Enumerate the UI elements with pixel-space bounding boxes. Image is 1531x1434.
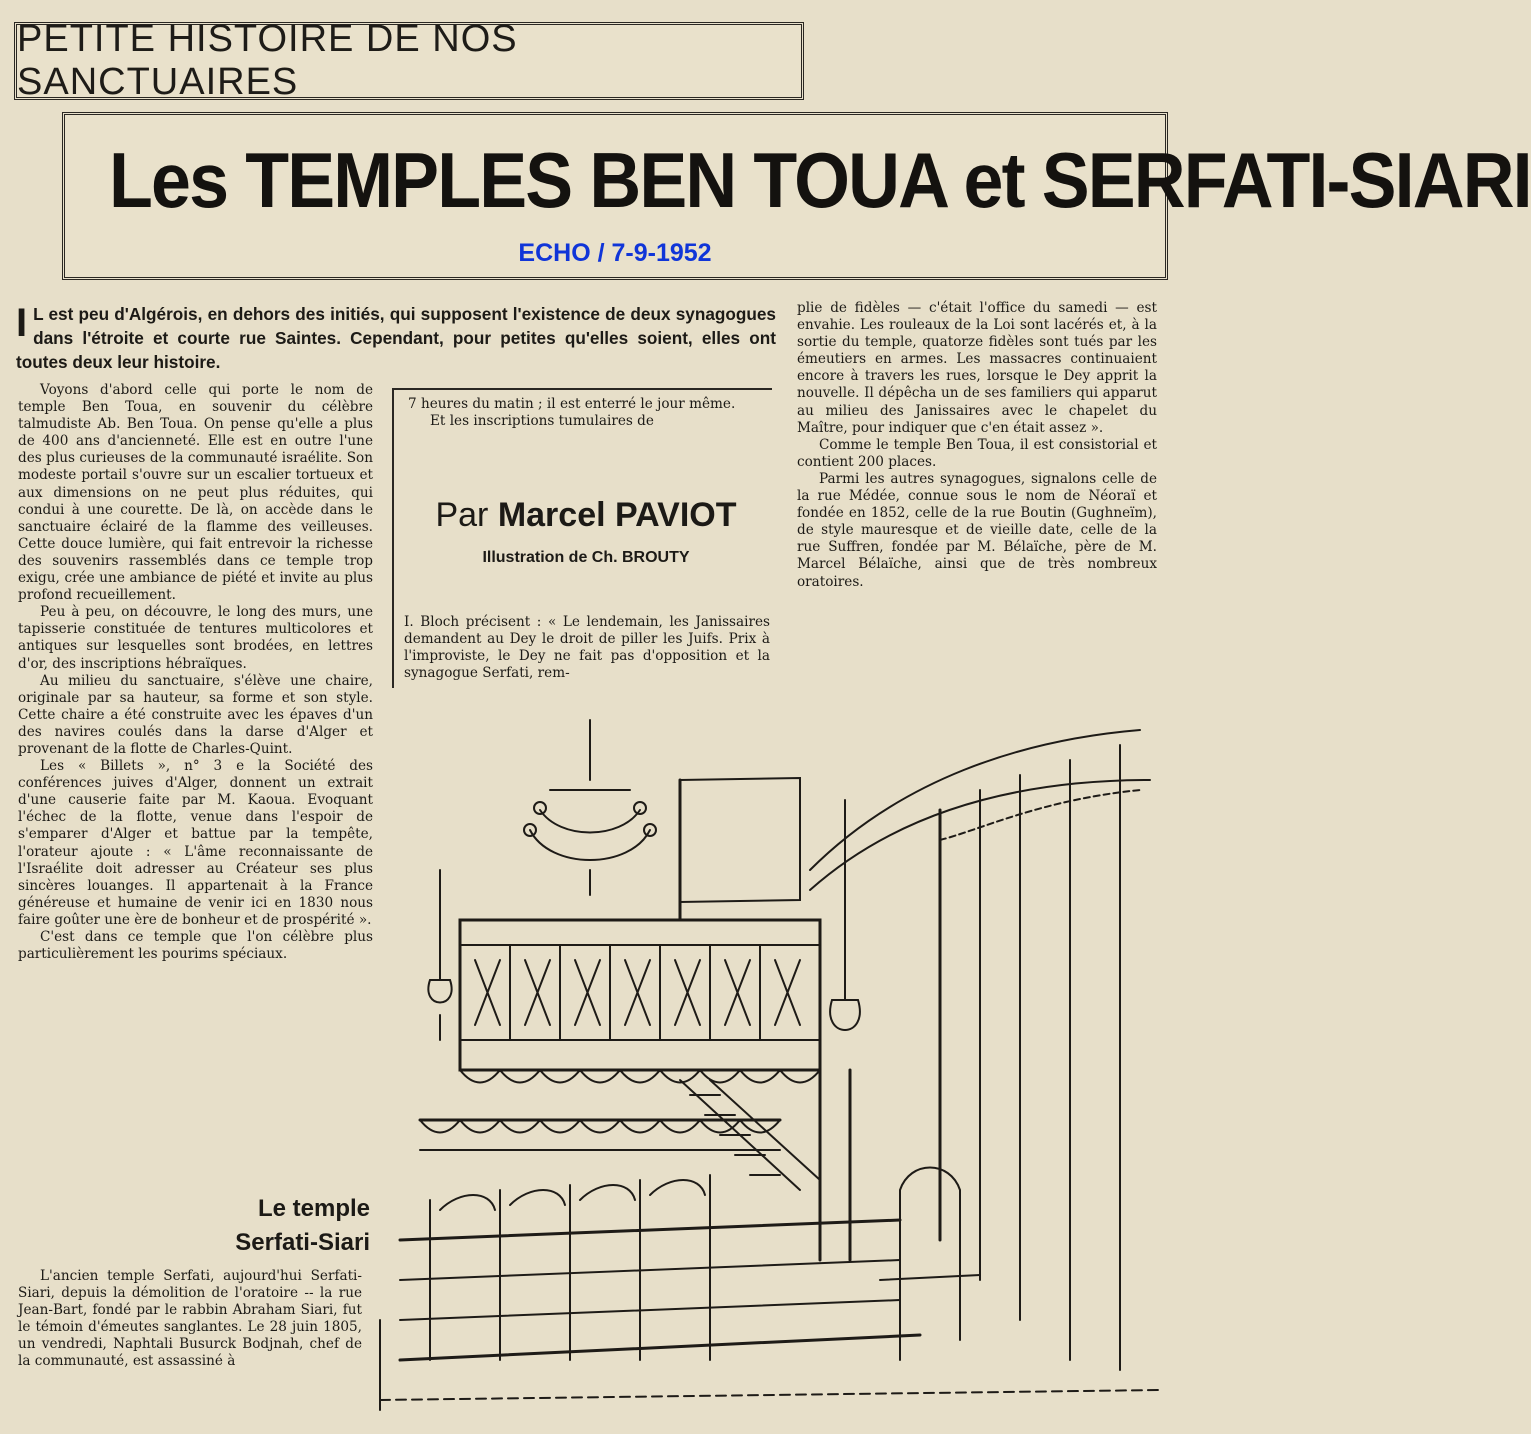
drop-cap: I: [16, 301, 28, 345]
col3-paragraph: plie de fidèles — c'était l'office du samedi — est envahie. Les rouleaux de la Loi sont lacérés et, à la sortie du temple, quatorze fidèles sont tués par les émeutiers en armes. Les massacres continuaient encore à travers les rues, lorsque le Dey apprit la nouvelle. Il dépêcha un de ses familiers qui apparut au milieu des Janissaires avec le chapelet du Maître, pour indiquer que c'en était assez ».: [797, 300, 1157, 436]
col2-bottom-text: I. Bloch précisent : « Le lendemain, les Janissaires demandent au Dey le droit de piller les Juifs. Prix à l'improviste, le Dey ne fait pas d'opposition et la synagogue Serfati, rem-: [404, 614, 770, 682]
headline-title: Les TEMPLES BEN TOUA et SERFATI-SIARI: [109, 136, 1531, 224]
subhead: [150, 1192, 370, 1260]
column-rule-vertical: [392, 388, 394, 688]
headline-box: [62, 112, 1531, 280]
col1-paragraph: Voyons d'abord celle qui porte le nom de temple Ben Toua, en souvenir du célèbre talmudiste Ab. Ben Toua. On pense qu'elle a plus de 400 ans d'ancienneté. Elle est en outre l'une des plus curieuses de la communauté israélite. Son modeste portail s'ouvre sur un escalier tortueux et aux dimensions on ne peut plus réduites, qui condui à une courette. De là, on accède dans le sanctuaire éclairé de la flamme des veilleuses. Cette douce lumière, qui fait entrevoir la richesse des souvenirs rassemblés dans ce temple trop exigu, crée une ambiance de piété et invite au plus profond recueillement.: [18, 382, 373, 604]
col3-paragraph: Comme le temple Ben Toua, il est consistorial et contient 200 places.: [797, 436, 1157, 470]
col2-top-text: 7 heures du matin ; il est enterré le jour même.: [408, 396, 736, 412]
kicker-box: [14, 18, 804, 103]
col1-paragraph: Les « Billets », n° 3 e la Société des conférences juives d'Alger, donnent un extrait d'une causerie faite par M. Kaoua. Evoquant l'échec de la flotte, venue dans l'espoir de s'emparer d'Alger et battue par la tempête, l'orateur ajoute : « L'âme reconnaissante de l'Israélite doit adresser au Créateur ses plus sincères louanges. Il appartenait à la France généreuse et humaine de venir ici en 1830 nous faire goûter une ère de bonheur et de prospérité ».: [18, 758, 373, 928]
column-1: [18, 382, 373, 963]
byline-author: [404, 496, 768, 535]
column-rule-horizontal: [392, 388, 772, 390]
synagogue-interior-sketch-icon: [380, 720, 1160, 1420]
col2-top-text-2: Et les inscriptions tumulaires de: [430, 413, 654, 430]
author-name: Marcel PAVIOT: [497, 496, 737, 534]
source-stamp: ECHO / 7-9-1952: [518, 239, 712, 267]
illustration-credit: Illustration de Ch. BROUTY: [482, 549, 690, 566]
subhead-line-1: Le temple: [257, 1195, 370, 1222]
col3-paragraph: Parmi les autres synagogues, signalons celle de la rue Médée, connue sous le nom de Néoraï et fondée en 1852, celle de la rue Boutin (Gughneïm), de style mauresque et de vieille date, celle de la rue Suffren, fondée par M. Bélaïche, père de M. Marcel Bélaïche, ainsi que de très nombreux oratoires.: [797, 470, 1157, 590]
col1-paragraph: C'est dans ce temple que l'on célèbre plus particulièrement les pourims spéciaux.: [18, 929, 373, 963]
column-2-top: [408, 396, 770, 430]
column-3: [797, 300, 1157, 591]
column-2-bottom: [404, 614, 770, 682]
byline: [404, 496, 768, 567]
subhead-line-2: Serfati-Siari: [235, 1229, 370, 1256]
serfati-paragraph: L'ancien temple Serfati, aujourd'hui Serfati-Siari, depuis la démolition de l'oratoire -- la rue Jean-Bart, fondé par le rabbin Abraham Siari, fut le témoin d'émeutes sanglantes. Le 28 juin 1805, un vendredi, Naphtali Busurck Bodjnah, chef de la communauté, est assassiné à: [18, 1268, 362, 1370]
col1-paragraph: Peu à peu, on découvre, le long des murs, une tapisserie constituée de tentures multicolores et antiques sur lesquelles sont brodées, en lettres d'or, des inscriptions hébraïques.: [18, 604, 373, 672]
col1-paragraph: Au milieu du sanctuaire, s'élève une chaire, originale par sa hauteur, sa forme et son style. Cette chaire a été construite avec les épaves d'un des navires coulés dans la darse d'Alger et provenant de la flotte de Charles-Quint.: [18, 672, 373, 757]
byline-prefix: Par: [435, 496, 498, 534]
column-serfati: [18, 1268, 362, 1371]
lede-text: L est peu d'Algérois, en dehors des initiés, qui supposent l'existence de deux synagogues dans l'étroite et courte rue Saintes. Cependant, pour petites qu'elles soient, elles ont toutes deux leur histoire.: [16, 304, 776, 372]
kicker-title: PETITE HISTOIRE DE NOS SANCTUAIRES: [17, 18, 518, 103]
lede-paragraph: [16, 302, 776, 374]
